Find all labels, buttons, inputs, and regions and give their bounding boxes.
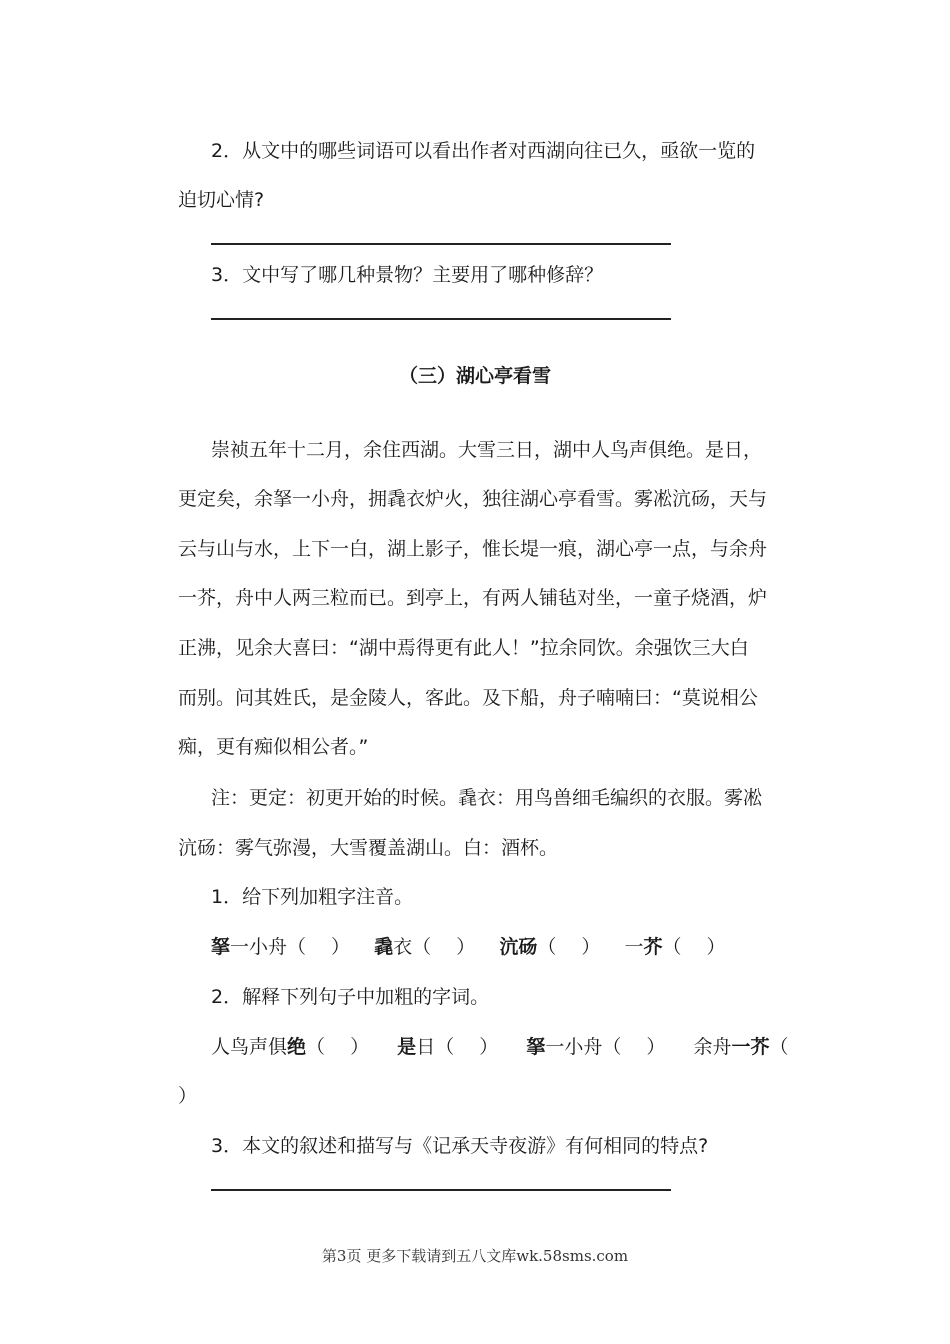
exercise-1-prompt: 1．给下列加粗字注音。 bbox=[211, 886, 414, 908]
note-line: 注：更定：初更开始的时候。毳衣：用鸟兽细毛编织的衣服。雾凇 bbox=[211, 787, 763, 809]
page-footer: 第3页 更多下载请到五八文库wk.58sms.com bbox=[321, 1247, 629, 1265]
section-title: （三）湖心亭看雪 bbox=[398, 365, 551, 387]
item-a: 人鸟声俱绝（ ） bbox=[211, 1036, 370, 1058]
passage-line: 正沸，见余大喜曰：“湖中焉得更有此人！”拉余同饮。余强饮三大白 bbox=[178, 637, 749, 659]
item-b: 毳衣（ ） bbox=[374, 936, 476, 958]
item-a: 拏一小舟（ ） bbox=[211, 936, 351, 958]
exercise-1-items bbox=[211, 935, 726, 959]
item-c: 沆砀（ ） bbox=[499, 936, 601, 958]
passage-line: 更定矣，余拏一小舟，拥毳衣炉火，独往湖心亭看雪。雾凇沆砀，天与 bbox=[178, 488, 768, 510]
item-b: 是日（ ） bbox=[397, 1036, 499, 1058]
item-c: 拏一小舟（ ） bbox=[526, 1036, 666, 1058]
answer-line bbox=[211, 318, 671, 320]
answer-line bbox=[211, 243, 671, 245]
item-d: 余舟一芥（ bbox=[693, 1036, 789, 1058]
exercise-2-prompt: 2．解释下列句子中加粗的字词。 bbox=[211, 986, 490, 1008]
passage-line: 痴，更有痴似相公者。” bbox=[178, 736, 369, 758]
passage-line: 一芥，舟中人两三粒而已。到亭上，有两人铺毡对坐，一童子烧酒，炉 bbox=[178, 587, 768, 609]
note-line: 沆砀：雾气弥漫，大雪覆盖湖山。白：酒杯。 bbox=[178, 837, 559, 859]
exercise-2-close: ） bbox=[178, 1085, 198, 1107]
question-2-line-1: 2．从文中的哪些词语可以看出作者对西湖向往已久，亟欲一览的 bbox=[211, 140, 756, 162]
item-d: 一芥（ ） bbox=[624, 936, 726, 958]
answer-line bbox=[211, 1189, 671, 1191]
exercise-3-prompt: 3．本文的叙述和描写与《记承天寺夜游》有何相同的特点? bbox=[211, 1135, 709, 1157]
passage-line: 崇祯五年十二月，余住西湖。大雪三日，湖中人鸟声俱绝。是日， bbox=[211, 439, 763, 461]
exercise-2-items bbox=[211, 1035, 789, 1059]
passage-line: 而别。问其姓氏，是金陵人，客此。及下船，舟子喃喃曰：“莫说相公 bbox=[178, 687, 758, 709]
question-3-text: 3．文中写了哪几种景物？主要用了哪种修辞？ bbox=[211, 264, 604, 286]
question-2-line-2: 迫切心情? bbox=[178, 189, 265, 211]
passage-line: 云与山与水，上下一白，湖上影子，惟长堤一痕，湖心亭一点，与余舟 bbox=[178, 538, 768, 560]
